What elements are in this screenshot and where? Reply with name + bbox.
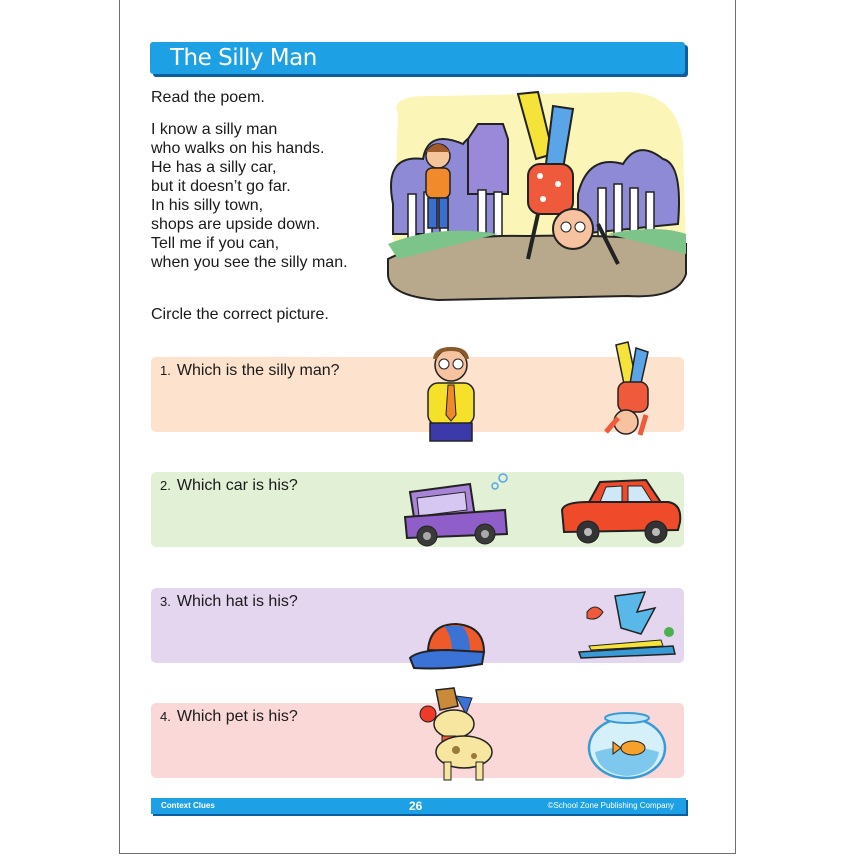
footer-copyright: ©School Zone Publishing Company bbox=[547, 801, 674, 810]
read-instruction: Read the poem. bbox=[151, 89, 265, 106]
silly-dog-icon[interactable] bbox=[414, 686, 496, 782]
purple-silly-car-icon[interactable] bbox=[395, 472, 515, 548]
footer-section-label: Context Clues bbox=[161, 801, 215, 810]
page-footer bbox=[151, 798, 686, 814]
poem-line: who walks on his hands. bbox=[151, 140, 325, 157]
silly-man-scene-illustration bbox=[378, 84, 688, 306]
upside-down-man-icon[interactable] bbox=[596, 340, 662, 444]
question-text: Which pet is his? bbox=[176, 708, 298, 725]
title-banner bbox=[150, 42, 685, 74]
poem-line: In his silly town, bbox=[151, 197, 264, 214]
question-text: Which hat is his? bbox=[176, 593, 298, 610]
poem-line: He has a silly car, bbox=[151, 159, 277, 176]
red-car-icon[interactable] bbox=[558, 474, 684, 548]
poem bbox=[151, 120, 348, 272]
poem-line: but it doesn’t go far. bbox=[151, 178, 291, 195]
baseball-cap-icon[interactable] bbox=[408, 620, 494, 676]
question-number: 3. bbox=[160, 594, 171, 609]
poem-line: Tell me if you can, bbox=[151, 235, 280, 252]
silly-hat-icon[interactable] bbox=[575, 588, 685, 662]
poem-line: shops are upside down. bbox=[151, 216, 320, 233]
man-in-tie-icon[interactable] bbox=[418, 345, 484, 443]
question-number: 4. bbox=[160, 709, 171, 724]
question-text: Which car is his? bbox=[176, 477, 298, 494]
page-number: 26 bbox=[409, 799, 423, 813]
fishbowl-icon[interactable] bbox=[585, 708, 669, 780]
question-number: 1. bbox=[160, 363, 171, 378]
question-number: 2. bbox=[160, 478, 171, 493]
page-title: The Silly Man bbox=[170, 45, 317, 71]
poem-line: I know a silly man bbox=[151, 121, 278, 138]
poem-line: when you see the silly man. bbox=[151, 254, 348, 271]
circle-instruction: Circle the correct picture. bbox=[151, 306, 329, 323]
question-text: Which is the silly man? bbox=[176, 362, 340, 379]
